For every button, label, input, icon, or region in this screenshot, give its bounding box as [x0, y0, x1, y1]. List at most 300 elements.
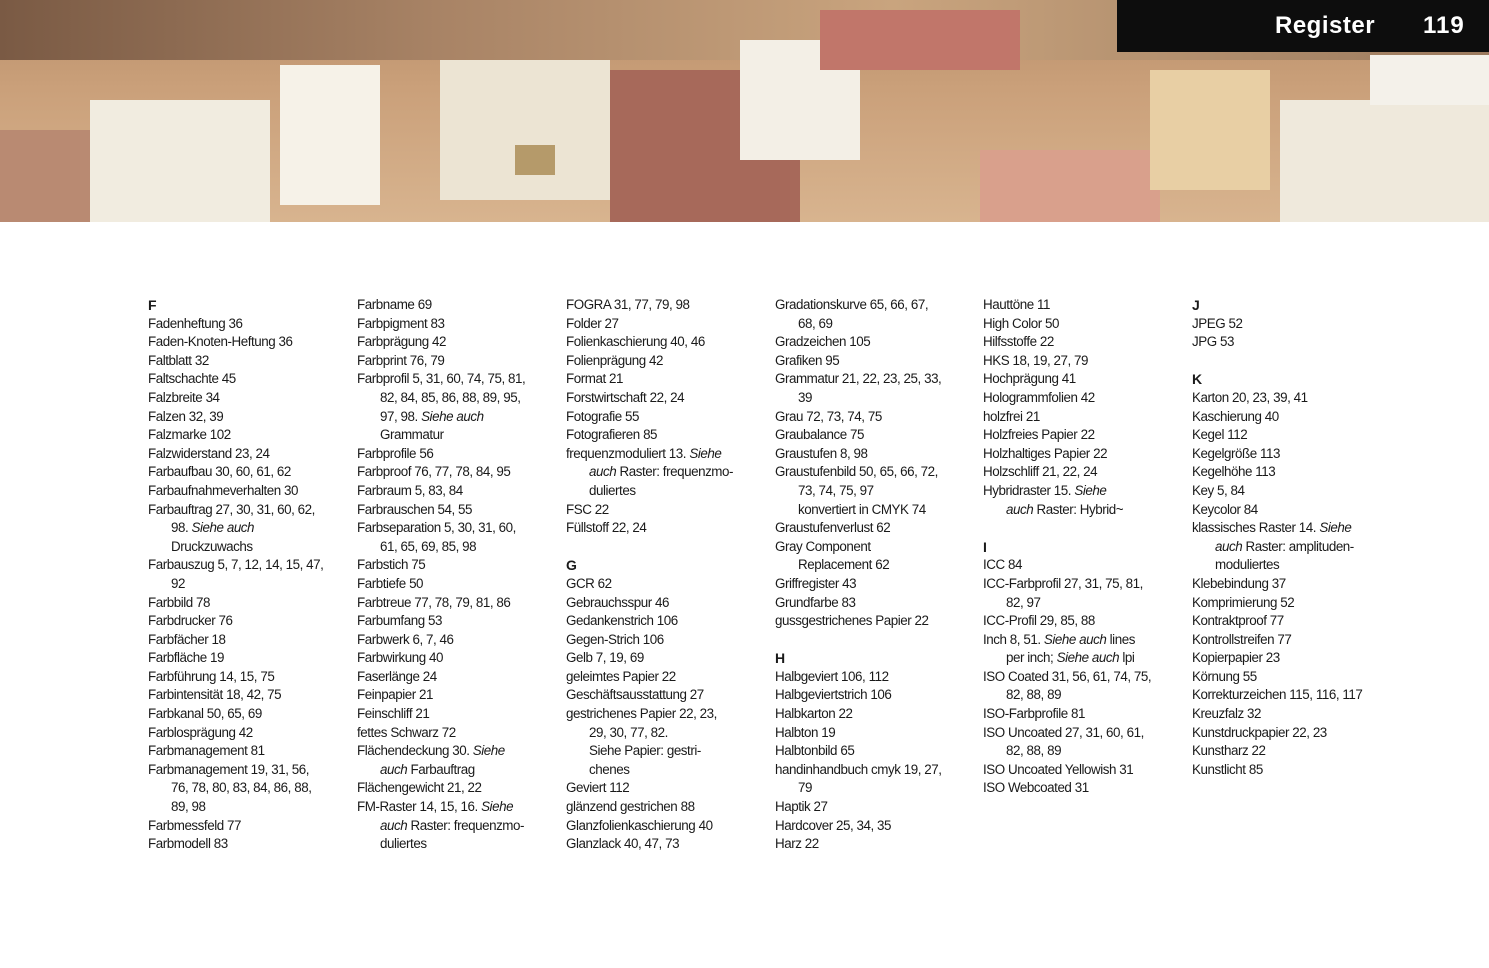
index-entry: [148, 724, 353, 743]
entry-text: klassisches Raster 14.: [1192, 520, 1320, 536]
entry-text: Farbtreue 77, 78, 79, 81, 86: [357, 594, 511, 610]
entry-text: 82, 84, 85, 86, 88, 89, 95,: [380, 389, 521, 405]
cross-reference-label: Siehe auch: [421, 408, 484, 424]
index-entry: [1192, 612, 1397, 631]
index-column: [566, 296, 771, 854]
cross-reference-label: Siehe: [481, 799, 514, 815]
entry-text: glänzend gestrichen 88: [566, 799, 695, 815]
entry-text: Kunstdruckpapier 22, 23: [1192, 724, 1327, 740]
index-entry: [357, 612, 562, 631]
index-entry: [775, 333, 980, 352]
entry-text: Gedankenstrich 106: [566, 613, 678, 629]
entry-text: Geviert 112: [566, 780, 630, 796]
index-entry-continuation: [566, 463, 771, 482]
entry-text: Format 21: [566, 371, 623, 387]
letter-heading: F: [148, 297, 157, 313]
entry-text: 82, 88, 89: [1006, 743, 1062, 759]
index-entry: [357, 686, 562, 705]
index-entry-continuation: [357, 761, 562, 780]
entry-text: Siehe Papier: gestri-: [589, 743, 701, 759]
entry-text: Faserlänge 24: [357, 668, 437, 684]
index-entry: [357, 594, 562, 613]
index-entry: [775, 594, 980, 613]
entry-text: Kopierpapier 23: [1192, 650, 1280, 666]
index-entry: [1192, 631, 1397, 650]
entry-text: Kunstharz 22: [1192, 743, 1266, 759]
entry-text: Hauttöne 11: [983, 297, 1051, 312]
index-entry: [566, 352, 771, 371]
index-entry: [983, 333, 1188, 352]
entry-text: Folienprägung 42: [566, 352, 664, 368]
cross-reference-target: lines: [1106, 631, 1135, 647]
index-entry: [566, 631, 771, 650]
index-entry: [357, 501, 562, 520]
index-entry: [357, 556, 562, 575]
entry-text: Flächengewicht 21, 22: [357, 780, 482, 796]
index-entry-continuation: [357, 408, 562, 427]
entry-text: Grafiken 95: [775, 352, 840, 368]
index-column: [1192, 296, 1397, 779]
entry-text: Farbaufnahmeverhalten 30: [148, 482, 298, 498]
cross-reference-label: auch: [1215, 538, 1243, 554]
page-number: 119: [1423, 12, 1465, 39]
entry-text: Farbauftrag 27, 30, 31, 60, 62,: [148, 501, 315, 517]
index-entry: [775, 686, 980, 705]
index-entry: [566, 408, 771, 427]
index-entry: [148, 426, 353, 445]
entry-text: moduliertes: [1215, 557, 1280, 573]
index-entry: [983, 761, 1188, 780]
entry-text: Karton 20, 23, 39, 41: [1192, 389, 1308, 405]
index-entry: [1192, 315, 1397, 334]
entry-text: Kegelgröße 113: [1192, 445, 1280, 461]
index-entry: [983, 482, 1188, 501]
index-entry-continuation: [357, 817, 562, 836]
index-entry: [566, 370, 771, 389]
letter-heading: J: [1192, 297, 1200, 313]
index-entry: [148, 649, 353, 668]
entry-text: Gray Component: [775, 538, 871, 554]
page-header: [1117, 0, 1489, 52]
entry-text: 29, 30, 77, 82.: [589, 724, 668, 740]
entry-text: 73, 74, 75, 97: [798, 482, 874, 498]
entry-text: gestrichenes Papier 22, 23,: [566, 706, 717, 722]
index-entry: [983, 315, 1188, 334]
index-entry: [983, 426, 1188, 445]
index-column: [148, 296, 353, 854]
index-entry: [148, 705, 353, 724]
entry-text: fettes Schwarz 72: [357, 724, 456, 740]
index-entry: [775, 668, 980, 687]
index-entry-continuation: [148, 798, 353, 817]
index-entry: [148, 333, 353, 352]
index-entry: [775, 742, 980, 761]
index-entry-continuation: [775, 556, 980, 575]
entry-text: Farbprint 76, 79: [357, 352, 445, 368]
index-entry: [775, 463, 980, 482]
index-entry: [775, 408, 980, 427]
index-entry: [1192, 575, 1397, 594]
index-entry-continuation: [357, 389, 562, 408]
entry-text: Farbaufbau 30, 60, 61, 62: [148, 464, 291, 480]
index-entry: [983, 296, 1188, 315]
index-entry: [148, 463, 353, 482]
entry-text: duliertes: [380, 836, 427, 852]
entry-text: per inch;: [1006, 650, 1057, 666]
entry-text: Halbkarton 22: [775, 706, 853, 722]
entry-text: 89, 98: [171, 799, 206, 815]
entry-text: Farbauszug 5, 7, 12, 14, 15, 47,: [148, 557, 324, 573]
index-entry: [566, 445, 771, 464]
index-entry: [148, 631, 353, 650]
entry-text: Folder 27: [566, 315, 619, 331]
entry-text: Feinpapier 21: [357, 687, 434, 703]
entry-text: 39: [798, 389, 812, 405]
spacer: [1192, 352, 1397, 371]
entry-text: Farbraum 5, 83, 84: [357, 482, 463, 498]
index-entry: [775, 296, 980, 315]
entry-text: Gegen-Strich 106: [566, 631, 664, 647]
index-entry: [566, 779, 771, 798]
index-entry: [566, 817, 771, 836]
entry-text: Gebrauchsspur 46: [566, 594, 669, 610]
entry-text: Hilfsstoffe 22: [983, 334, 1054, 350]
index-entry-continuation: [983, 649, 1188, 668]
index-entry: [148, 761, 353, 780]
index-entry: [566, 705, 771, 724]
index-entry: [566, 333, 771, 352]
entry-text: konvertiert in CMYK 74: [798, 501, 926, 517]
index-entry: [148, 389, 353, 408]
entry-text: Griffregister 43: [775, 575, 857, 591]
entry-text: Druckzuwachs: [171, 538, 253, 554]
entry-text: Füllstoff 22, 24: [566, 520, 647, 536]
index-entry: [566, 668, 771, 687]
entry-text: Körnung 55: [1192, 668, 1257, 684]
entry-text: Farbwirkung 40: [357, 650, 443, 666]
entry-text: Faltblatt 32: [148, 352, 209, 368]
entry-text: ICC 84: [983, 557, 1022, 573]
cross-reference-label: auch: [1006, 501, 1034, 517]
entry-text: FOGRA 31, 77, 79, 98: [566, 297, 690, 312]
entry-text: Haptik 27: [775, 799, 828, 815]
entry-text: Kreuzfalz 32: [1192, 706, 1262, 722]
index-entry: [357, 370, 562, 389]
index-entry: [983, 779, 1188, 798]
index-entry-continuation: [566, 482, 771, 501]
index-entry: [775, 705, 980, 724]
entry-text: Kunstlicht 85: [1192, 761, 1263, 777]
entry-text: Geschäftsausstattung 27: [566, 687, 704, 703]
entry-text: Farbseparation 5, 30, 31, 60,: [357, 520, 516, 536]
entry-text: Holzhaltiges Papier 22: [983, 445, 1108, 461]
entry-text: Folienkaschierung 40, 46: [566, 334, 705, 350]
entry-text: 92: [171, 575, 185, 591]
entry-text: Holzfreies Papier 22: [983, 427, 1095, 443]
index-entry: [1192, 482, 1397, 501]
index-column: [775, 296, 980, 854]
entry-text: Inch 8, 51.: [983, 631, 1044, 647]
index-entry-continuation: [775, 315, 980, 334]
entry-text: 79: [798, 780, 812, 796]
entry-text: Key 5, 84: [1192, 482, 1245, 498]
cross-reference-label: Siehe: [1074, 482, 1107, 498]
entry-text: Fotografie 55: [566, 408, 640, 424]
index-entry: [148, 594, 353, 613]
entry-text: Komprimierung 52: [1192, 594, 1295, 610]
entry-text: 76, 78, 80, 83, 84, 86, 88,: [171, 780, 312, 796]
entry-text: Farbproof 76, 77, 78, 84, 95: [357, 464, 511, 480]
index-entry: [775, 835, 980, 854]
entry-text: Harz 22: [775, 836, 819, 852]
entry-text: Farbmanagement 81: [148, 743, 265, 759]
entry-text: frequenzmoduliert 13.: [566, 445, 690, 461]
entry-text: Farbmessfeld 77: [148, 817, 241, 833]
index-entry-continuation: [775, 482, 980, 501]
index-entry: [357, 668, 562, 687]
entry-text: Hochprägung 41: [983, 371, 1076, 387]
index-entry: [357, 742, 562, 761]
entry-text: Farbwerk 6, 7, 46: [357, 631, 454, 647]
entry-text: Falzen 32, 39: [148, 408, 224, 424]
index-entry: [566, 594, 771, 613]
entry-text: Graubalance 75: [775, 427, 864, 443]
entry-text: 97, 98.: [380, 408, 422, 424]
cross-reference-label: Siehe: [1319, 520, 1352, 536]
entry-text: Farbrauschen 54, 55: [357, 501, 473, 517]
entry-text: Kaschierung 40: [1192, 408, 1279, 424]
entry-text: handinhandbuch cmyk 19, 27,: [775, 761, 942, 777]
entry-text: Gradzeichen 105: [775, 334, 871, 350]
cross-reference-target: Raster: Hybrid~: [1033, 501, 1124, 517]
index-entry: [357, 315, 562, 334]
index-entry: [1192, 389, 1397, 408]
index-entry: [775, 798, 980, 817]
entry-text: Farbfläche 19: [148, 650, 225, 666]
entry-text: Farbkanal 50, 65, 69: [148, 706, 262, 722]
cross-reference-target: Raster: amplituden-: [1242, 538, 1354, 554]
entry-text: Halbtonbild 65: [775, 743, 855, 759]
index-entry: [983, 408, 1188, 427]
entry-text: Fadenheftung 36: [148, 315, 243, 331]
entry-text: geleimtes Papier 22: [566, 668, 676, 684]
index-entry: [775, 352, 980, 371]
entry-text: Graustufenbild 50, 65, 66, 72,: [775, 464, 938, 480]
index-entry: [357, 649, 562, 668]
index-entry: [983, 612, 1188, 631]
entry-text: ISO Webcoated 31: [983, 780, 1089, 796]
entry-text: chenes: [589, 761, 630, 777]
index-entry: [357, 724, 562, 743]
cross-reference-label: auch: [589, 464, 617, 480]
index-entry: [357, 482, 562, 501]
index-entry: [983, 556, 1188, 575]
index-entry: [983, 463, 1188, 482]
entry-text: ISO Coated 31, 56, 61, 74, 75,: [983, 668, 1152, 684]
section-title: Register: [1275, 12, 1376, 39]
index-entry: [983, 575, 1188, 594]
entry-text: Halbton 19: [775, 724, 836, 740]
index-entry-continuation: [148, 538, 353, 557]
index-entry: [1192, 705, 1397, 724]
entry-text: Grundfarbe 83: [775, 594, 856, 610]
index-entry: [983, 705, 1188, 724]
index-entry: [357, 779, 562, 798]
entry-text: Farbintensität 18, 42, 75: [148, 687, 282, 703]
index-entry-continuation: [148, 519, 353, 538]
index-entry-continuation: [983, 686, 1188, 705]
index-entry: [775, 612, 980, 631]
cross-reference-target: Farbauftrag: [407, 761, 475, 777]
index-entry: [148, 835, 353, 854]
entry-text: JPEG 52: [1192, 315, 1243, 331]
index-entry: [983, 631, 1188, 650]
index-entry: [148, 817, 353, 836]
entry-text: Glanzlack 40, 47, 73: [566, 836, 680, 852]
entry-text: Falzbreite 34: [148, 389, 220, 405]
index-column: [357, 296, 562, 854]
index-entry: [148, 315, 353, 334]
index-entry: [148, 668, 353, 687]
entry-text: Hologrammfolien 42: [983, 389, 1095, 405]
index-entry: [148, 686, 353, 705]
entry-text: Graustufenverlust 62: [775, 520, 891, 536]
index-entry: [357, 575, 562, 594]
letter-heading: H: [775, 650, 785, 667]
index-entry: [566, 501, 771, 520]
index-entry: [1192, 686, 1397, 705]
entry-text: Farbstich 75: [357, 557, 426, 573]
index-entry: [566, 575, 771, 594]
entry-text: Holzschliff 21, 22, 24: [983, 464, 1098, 480]
entry-text: Farbprofile 56: [357, 445, 434, 461]
entry-text: Gradationskurve 65, 66, 67,: [775, 297, 929, 312]
entry-text: Fotografieren 85: [566, 427, 658, 443]
index-entry: [1192, 649, 1397, 668]
entry-text: Kontrollstreifen 77: [1192, 631, 1292, 647]
entry-text: GCR 62: [566, 575, 612, 591]
cross-reference-label: Siehe auch: [1043, 631, 1107, 647]
cross-reference-label: auch: [380, 817, 408, 833]
entry-text: Flächendeckung 30.: [357, 743, 473, 759]
letter-heading: G: [566, 557, 577, 574]
index-entry-continuation: [566, 724, 771, 743]
entry-text: gussgestrichenes Papier 22: [775, 613, 929, 629]
index-entry: [566, 426, 771, 445]
entry-text: Kegelhöhe 113: [1192, 464, 1276, 480]
index-entry: [1192, 668, 1397, 687]
entry-text: Grammatur: [380, 427, 444, 443]
cross-reference-target: lpi: [1119, 650, 1135, 666]
index-entry: [357, 463, 562, 482]
entry-text: Grammatur 21, 22, 23, 25, 33,: [775, 371, 942, 387]
index-entry: [566, 612, 771, 631]
entry-text: Gelb 7, 19, 69: [566, 650, 644, 666]
entry-text: JPG 53: [1192, 334, 1234, 350]
entry-text: HKS 18, 19, 27, 79: [983, 352, 1089, 368]
entry-text: Farbpigment 83: [357, 315, 445, 331]
index-entry-continuation: [357, 538, 562, 557]
cross-reference-target: Raster: frequenzmo-: [407, 817, 525, 833]
entry-text: Farbprägung 42: [357, 334, 446, 350]
index-entry: [148, 408, 353, 427]
entry-text: Halbgeviert 106, 112: [775, 668, 889, 684]
index-entry: [148, 556, 353, 575]
entry-text: Falzwiderstand 23, 24: [148, 445, 270, 461]
entry-text: Farbumfang 53: [357, 613, 442, 629]
entry-text: Faden-Knoten-Heftung 36: [148, 334, 293, 350]
entry-text: Faltschachte 45: [148, 371, 236, 387]
entry-text: Farbmodell 83: [148, 836, 228, 852]
index-entry: [1192, 445, 1397, 464]
entry-text: Keycolor 84: [1192, 501, 1258, 517]
index-entry: [148, 742, 353, 761]
index-entry-continuation: [775, 779, 980, 798]
entry-text: 61, 65, 69, 85, 98: [380, 538, 477, 554]
entry-text: ICC-Farbprofil 27, 31, 75, 81,: [983, 575, 1143, 591]
index-entry: [357, 705, 562, 724]
cross-reference-target: Raster: frequenzmo-: [616, 464, 734, 480]
cross-reference-label: Siehe: [689, 445, 722, 461]
index-entry: [1192, 408, 1397, 427]
index-entry: [566, 798, 771, 817]
entry-text: 68, 69: [798, 315, 833, 331]
entry-text: Hardcover 25, 34, 35: [775, 817, 892, 833]
index-entry: [357, 296, 562, 315]
index-entry: [983, 668, 1188, 687]
entry-text: Grau 72, 73, 74, 75: [775, 408, 882, 424]
index-entry: [566, 686, 771, 705]
index-entry: [357, 445, 562, 464]
entry-text: ISO Uncoated 27, 31, 60, 61,: [983, 724, 1144, 740]
index-entry: [775, 445, 980, 464]
index-entry: [775, 538, 980, 557]
entry-text: Farbführung 14, 15, 75: [148, 668, 275, 684]
index-entry: [983, 352, 1188, 371]
entry-text: Kegel 112: [1192, 427, 1248, 443]
spacer: [775, 631, 980, 650]
index-entry: [775, 426, 980, 445]
index-entry: [983, 445, 1188, 464]
entry-text: Klebebindung 37: [1192, 575, 1286, 591]
index-entry: [1192, 724, 1397, 743]
cross-reference-label: auch: [380, 761, 408, 777]
entry-text: Replacement 62: [798, 557, 890, 573]
index-entry-continuation: [983, 594, 1188, 613]
entry-text: Farblosprägung 42: [148, 724, 253, 740]
entry-text: FM-Raster 14, 15, 16.: [357, 799, 482, 815]
index-entry: [1192, 519, 1397, 538]
index-entry: [1192, 426, 1397, 445]
index-entry: [775, 519, 980, 538]
entry-text: Graustufen 8, 98: [775, 445, 868, 461]
index-entry-continuation: [775, 389, 980, 408]
entry-text: ISO Uncoated Yellowish 31: [983, 761, 1134, 777]
entry-text: Farbmanagement 19, 31, 56,: [148, 761, 309, 777]
index-entry: [566, 835, 771, 854]
index-entry-continuation: [566, 761, 771, 780]
entry-text: Farbbild 78: [148, 594, 211, 610]
spacer: [983, 519, 1188, 538]
index-entry: [775, 575, 980, 594]
index-entry-continuation: [775, 501, 980, 520]
entry-text: holzfrei 21: [983, 408, 1040, 424]
index-entry: [1192, 742, 1397, 761]
index-entry-continuation: [1192, 538, 1397, 557]
index-entry-continuation: [1192, 556, 1397, 575]
letter-heading: K: [1192, 371, 1202, 388]
entry-text: Feinschliff 21: [357, 706, 430, 722]
